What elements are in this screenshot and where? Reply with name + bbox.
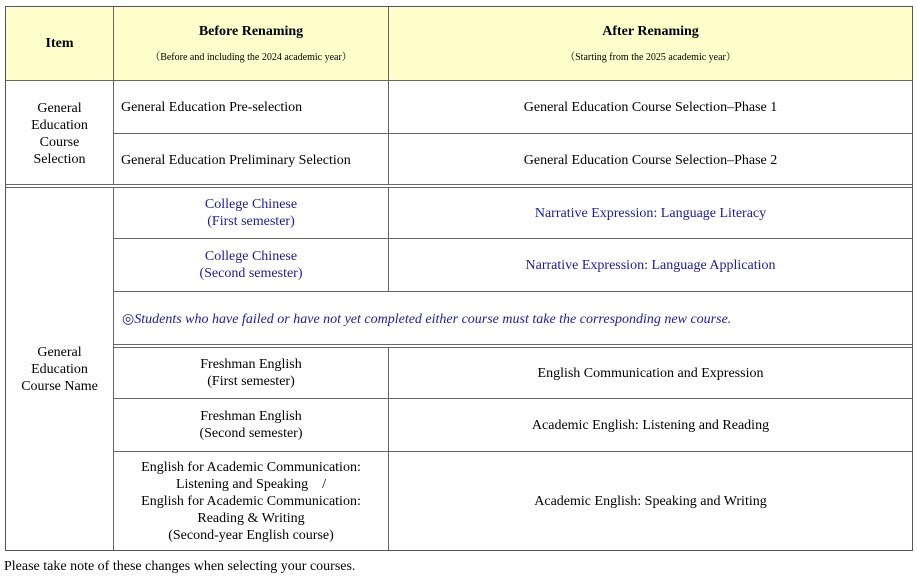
note-row: ◎Students who have failed or have not yet completed either course must take the corresponding new course. [122,311,732,327]
selection-row-1-after: General Education Course Selection–Phase 1 [389,81,912,134]
header-after-subtitle: （Starting from the 2025 academic year） [565,52,736,63]
header-before [114,7,389,81]
header-after-title: After Renaming [602,24,699,39]
chinese-row-1-after: Narrative Expression: Language Literacy [389,188,912,239]
selection-row-1-before: General Education Pre-selection [114,81,389,134]
group-name-label: General Education Course Name [6,188,114,550]
header-item [6,7,114,81]
chinese-row-2-before: College Chinese (Second semester) [114,239,389,292]
header-before-subtitle: （Before and including the 2024 academic year） [150,52,352,63]
group-selection-label: General Education Course Selection [6,81,114,187]
header-before-title: Before Renaming [198,24,304,39]
chinese-row-1-before: College Chinese (First semester) [114,188,389,239]
english-row-1-after: English Communication and Expression [389,348,912,399]
header-after [389,7,912,81]
english-row-1-before: Freshman English (First semester) [114,348,389,399]
chinese-row-2-after: Narrative Expression: Language Application [389,239,912,292]
english-row-3-after: Academic English: Speaking and Writing [534,493,767,509]
english-row-2-before: Freshman English (Second semester) [114,399,389,452]
footer-note: Please take note of these changes when selecting your courses. [4,559,356,574]
header-item-label: Item [45,36,74,51]
english-row-2-after: Academic English: Listening and Reading [389,399,912,452]
english-row-3-before: English for Academic Communication: Listening and Speaking / English for Academic Communication: Reading & Writing (Second-year English course) [114,452,389,550]
selection-row-2-after: General Education Course Selection–Phase 2 [389,134,912,187]
selection-row-2-before: General Education Preliminary Selection [114,134,389,187]
renaming-table [5,6,913,551]
